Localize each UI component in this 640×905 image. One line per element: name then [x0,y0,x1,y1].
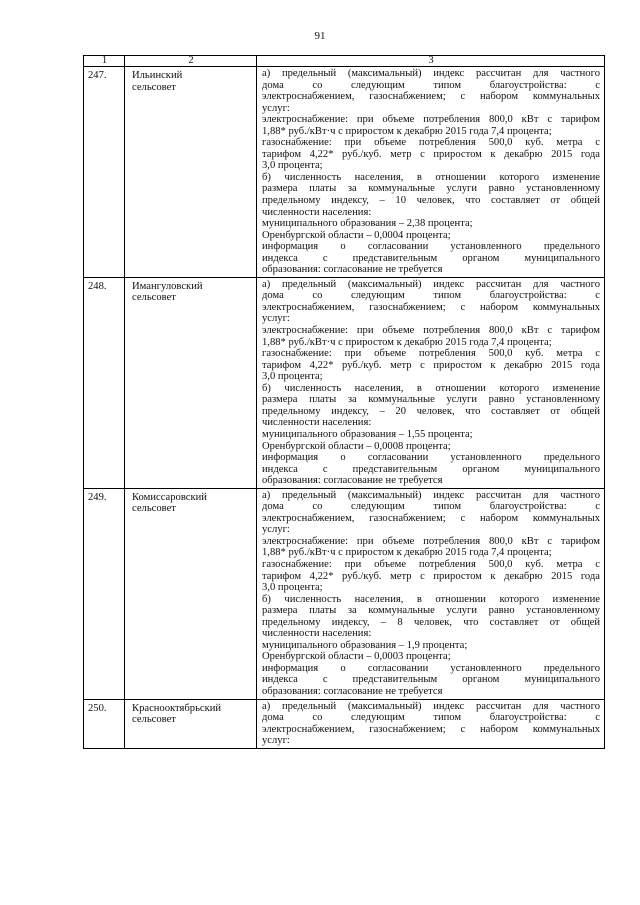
description-line: электроснабжением, газоснабжением; с набором коммунальных [262,301,600,313]
row-number: 248. [84,277,125,488]
description-line: 1,88* руб./кВт·ч с приростом к декабрю 2015 года 7,4 процента; [262,547,552,559]
description-line: электроснабжением, газоснабжением; с набором коммунальных [262,512,600,524]
description-line: численности населения: [262,417,372,429]
description-line: 3,0 процента; [262,582,323,594]
index-description [257,488,605,699]
description-line: 1,88* руб./кВт·ч с приростом к декабрю 2015 года 7,4 процента; [262,125,552,137]
description-line: размера платы за коммунальные услуги равно установленному [262,605,600,617]
row-number: 250. [84,699,125,748]
description-line: а) предельный (максимальный) индекс рассчитан для частного [262,700,600,712]
settlement-name-line: Ильинский [132,70,183,81]
index-description [257,699,605,748]
description-line: Оренбургской области – 0,0008 процента; [262,440,451,452]
settlement-name-line: сельсовет [132,292,176,304]
description-line: тарифом 4,22* руб./куб. метр с приростом к декабрю 2015 года [262,359,600,371]
description-line: электроснабжение: при объеме потребления 800,0 кВт с тарифом [262,535,600,547]
description-line: индекса с представительным органом муниципального [262,674,600,686]
settlement-name-line: Красноoктябрьский [132,702,222,714]
description-line: электроснабжение: при объеме потребления 800,0 кВт с тарифом [262,325,600,337]
column-number-row [84,56,605,67]
index-description [257,277,605,488]
description-line: индекса с представительным органом муниципального [262,252,600,264]
column-number-1: 1 [84,56,125,67]
settlement-name [125,488,257,699]
description-line: услуг: [262,524,290,536]
description-line: предельному индексу, – 10 человек, что составляет от общей [262,195,600,207]
description-line: муниципального образования – 1,55 процента; [262,428,473,440]
table-row [84,488,605,699]
table-row [84,67,605,278]
description-line: 3,0 процента; [262,160,323,172]
description-line: тарифом 4,22* руб./куб. метр с приростом к декабрю 2015 года [262,148,600,160]
page-number: 91 [314,30,326,42]
row-number: 247. [84,67,125,278]
settlement-name [125,699,257,748]
description-line: газоснабжение: при объеме потребления 500,0 куб. метра с [262,137,600,149]
description-line: электроснабжение: при объеме потребления 800,0 кВт с тарифом [262,114,600,126]
description-line: тарифом 4,22* руб./куб. метр с приростом к декабрю 2015 года [262,570,600,582]
description-line: услуг: [262,735,290,747]
description-line: услуг: [262,102,290,114]
description-line: электроснабжением, газоснабжением; с набором коммунальных [262,723,600,735]
description-line: электроснабжением, газоснабжением; с набором коммунальных [262,91,600,103]
description-line: муниципального образования – 2,38 процента; [262,218,473,230]
settlement-name-line: сельсовет [132,81,176,93]
description-line: дома со следующим типом благоустройства: с [262,79,600,91]
settlement-name-line: Имангуловский [132,280,203,292]
description-line: б) численность населения, в отношении которого изменение [262,382,600,394]
settlement-name-line: сельсовет [132,503,176,515]
description-line: численности населения: [262,206,372,218]
description-line: размера платы за коммунальные услуги равно установленному [262,183,600,195]
description-line: численности населения: [262,628,372,640]
description-line: предельному индексу, – 8 человек, что составляет от общей [262,616,600,628]
column-number-3: 3 [257,56,605,67]
description-line: а) предельный (максимальный) индекс рассчитан для частного [262,489,600,501]
settlement-name-line: Комиссаровский [132,491,207,503]
index-description [257,67,605,278]
settlement-name [125,277,257,488]
description-line: индекса с представительным органом муниципального [262,463,600,475]
description-line: б) численность населения, в отношении которого изменение [262,171,600,183]
tariff-index-table [83,55,605,749]
row-number: 249. [84,488,125,699]
description-line: образования: согласование не требуется [262,264,443,276]
description-line: Оренбургской области – 0,0004 процента; [262,229,451,241]
settlement-name-line: сельсовет [132,714,176,726]
table-row [84,699,605,748]
description-line: предельному индексу, – 20 человек, что составляет от общей [262,405,600,417]
description-line: информация о согласовании установленного предельного [262,662,600,674]
description-line: Оренбургской области – 0,0003 процента; [262,651,451,663]
description-line: муниципального образования – 1,9 процента; [262,639,468,651]
description-line: услуг: [262,313,290,325]
description-line: дома со следующим типом благоустройства: с [262,501,600,513]
table-body [84,67,605,749]
column-number-2: 2 [125,56,257,67]
description-line: а) предельный (максимальный) индекс рассчитан для частного [262,68,600,79]
description-line: газоснабжение: при объеме потребления 500,0 куб. метра с [262,558,600,570]
description-line: образования: согласование не требуется [262,475,443,487]
description-line: б) численность населения, в отношении которого изменение [262,593,600,605]
description-line: образования: согласование не требуется [262,685,443,697]
description-line: размера платы за коммунальные услуги равно установленному [262,394,600,406]
description-line: информация о согласовании установленного предельного [262,241,600,253]
description-line: а) предельный (максимальный) индекс рассчитан для частного [262,278,600,290]
description-line: 3,0 процента; [262,371,323,383]
table-row [84,277,605,488]
description-line: 1,88* руб./кВт·ч с приростом к декабрю 2015 года 7,4 процента; [262,336,552,348]
settlement-name [125,67,257,278]
description-line: газоснабжение: при объеме потребления 500,0 куб. метра с [262,348,600,360]
description-line: дома со следующим типом благоустройства: с [262,712,600,724]
description-line: информация о согласовании установленного предельного [262,452,600,464]
description-line: дома со следующим типом благоустройства: с [262,290,600,302]
